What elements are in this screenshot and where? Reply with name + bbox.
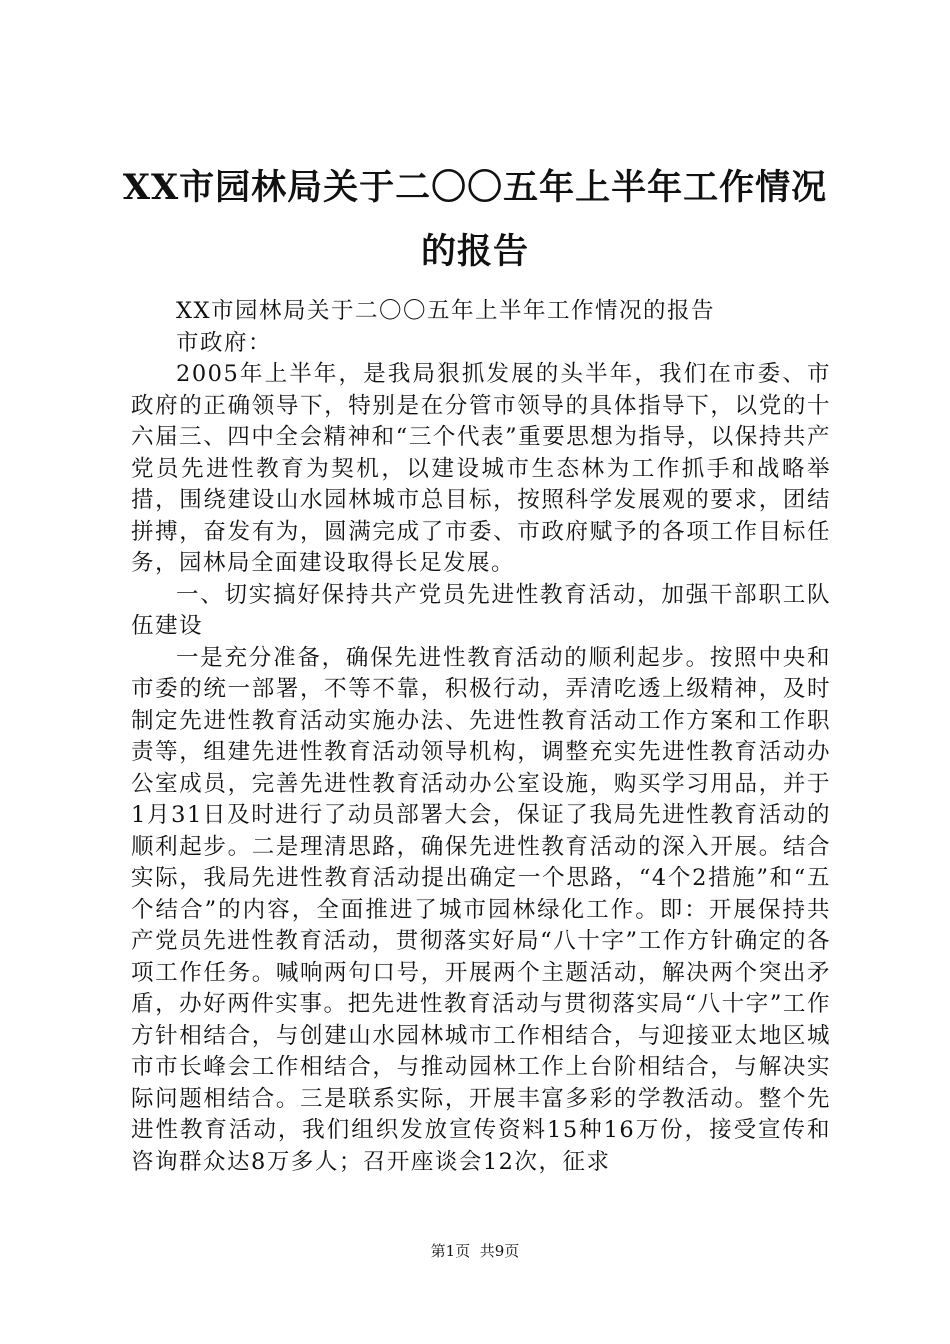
body-paragraph-salutation: 市政府：: [176, 329, 273, 356]
page-total: 共9页: [479, 1242, 520, 1260]
page-number: 第1页: [430, 1242, 471, 1260]
body-paragraph-details: 一是充分准备，确保先进性教育活动的顺利起步。按照中央和市委的统一部署，不等不靠，积极行动，弄清吃透上级精神，及时制定先进性教育活动实施办法、先进性教育活动工作方案和工作职责等，组建先进性教育活动领导机构，调整充实先进性教育活动办公室成员，完善先进性教育活动办公室设施，购买学习用品，并于1月31日及时进行了动员部署大会，保证了我局先进性教育活动的顺利起步。二是理清思路，确保先进性教育活动的深入开展。结合实际，我局先进性教育活动提出确定一个思路，“4个2措施”和“五个结合”的内容，全面推进了城市园林绿化工作。即：开展保持共产党员先进性教育活动，贯彻落实好局“八十字”工作方针确定的各项工作任务。喊响两句口号，开展两个主题活动，解决两个突出矛盾，办好两件实事。把先进性教育活动与贯彻落实局“八十字”工作方针相结合，与创建山水园林城市工作相结合，与迎接亚太地区城市市长峰会工作相结合，与推动园林工作上台阶相结合，与解决实际问题相结合。三是联系实际，开展丰富多彩的学教活动。整个先进性教育活动，我们组织发放宣传资料15种16万份，接受宣传和咨询群众达8万多人；召开座谈会12次，征求: [131, 644, 831, 1175]
body-paragraph-intro: 2005年上半年，是我局狠抓发展的头半年，我们在市委、市政府的正确领导下，特别是在分管市领导的具体指导下，以党的十六届三、四中全会精神和“三个代表”重要思想为指导，以保持共产党员先进性教育为契机，以建设城市生态林为工作抓手和战略举措，围绕建设山水园林城市总目标，按照科学发展观的要求，团结拼搏，奋发有为，圆满完成了市委、市政府赋予的各项工作目标任务，园林局全面建设取得长足发展。: [131, 361, 831, 576]
title-line-2: 的报告: [420, 231, 529, 272]
document-body: [131, 296, 831, 1178]
title-line-1: XX市园林局关于二〇〇五年上半年工作情况: [122, 167, 828, 208]
page-footer: [0, 1241, 950, 1261]
body-paragraph-heading: XX市园林局关于二〇〇五年上半年工作情况的报告: [176, 298, 716, 324]
document-title: [118, 156, 832, 284]
body-section-heading: 一、切实搞好保持共产党员先进性教育活动，加强干部职工队伍建设: [131, 581, 831, 639]
